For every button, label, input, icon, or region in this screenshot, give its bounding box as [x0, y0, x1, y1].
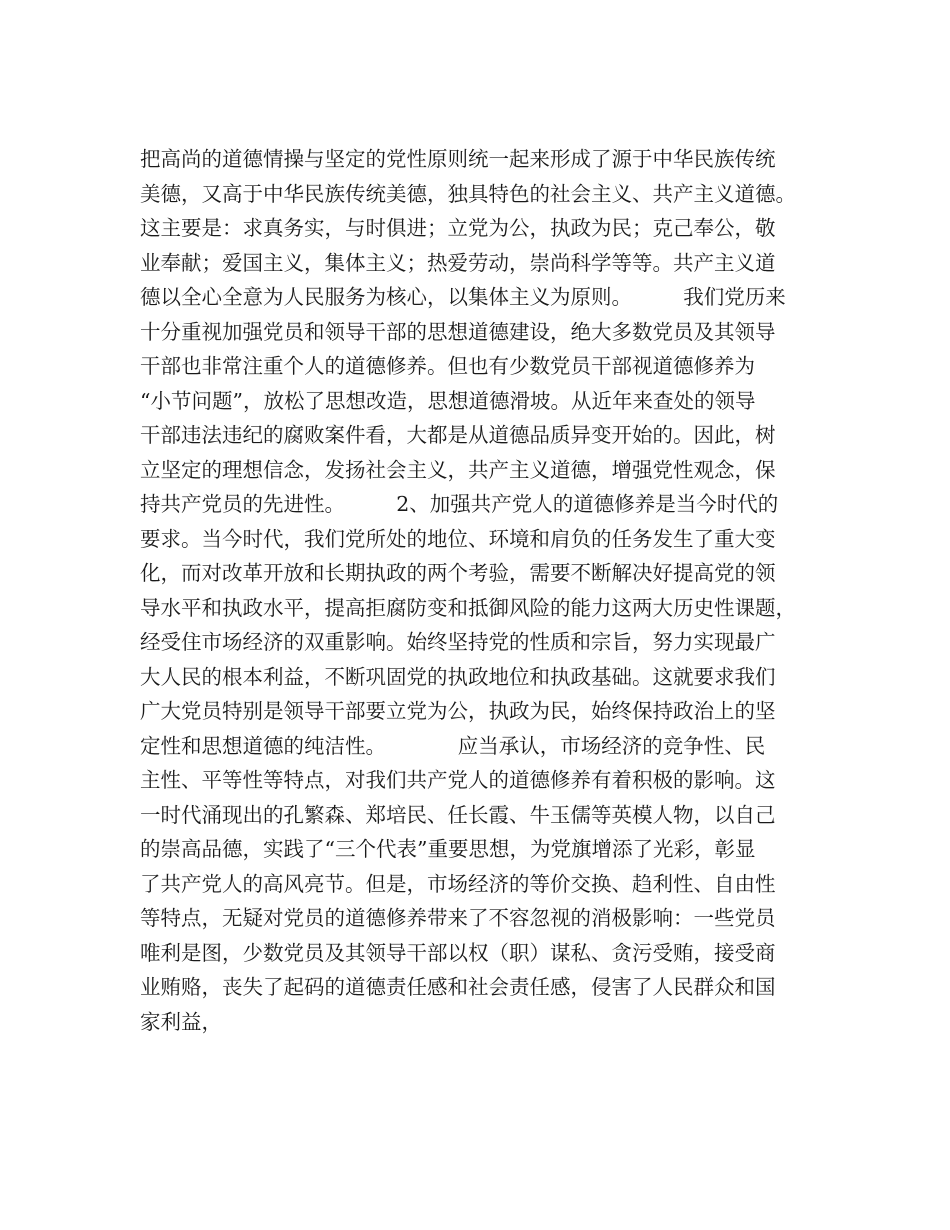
text-line: 大人民的根本利益，不断巩固党的执政地位和执政基础。这就要求我们 — [140, 664, 776, 689]
text-line: 干部违法违纪的腐败案件看，大都是从道德品质异变开始的。因此，树 — [140, 423, 776, 447]
text-line: 经受住市场经济的双重影响。始终坚持党的性质和宗旨，努力实现最广 — [140, 630, 776, 654]
text-line: 干部也非常注重个人的道德修养。但也有少数党员干部视道德修养为 — [140, 354, 755, 378]
text-line: 十分重视加强党员和领导干部的思想道德建设，绝大多数党员及其领导 — [140, 319, 776, 344]
text-line: 等特点，无疑对党员的道德修养带来了不容忽视的消极影响：一些党员 — [140, 906, 776, 930]
text-line: 持共产党员的先进性。 2、加强共产党人的道德修养是当今时代的 — [140, 492, 779, 516]
text-line: 美德，又高于中华民族传统美德，独具特色的社会主义、共产主义道德。 — [140, 181, 796, 206]
text-line: 业贿赂，丧失了起码的道德责任感和社会责任感，侵害了人民群众和国 — [140, 975, 776, 999]
text-line: 业奉献；爱国主义，集体主义；热爱劳动，崇尚科学等等。共产主义道 — [140, 250, 776, 275]
text-line: 广大党员特别是领导干部要立党为公，执政为民，始终保持政治上的坚 — [140, 699, 776, 723]
text-line: 家利益， — [140, 1009, 222, 1034]
text-line: 这主要是：求真务实，与时俱进；立党为公，执政为民；克己奉公，敬 — [140, 216, 776, 240]
text-line: 定性和思想道德的纯洁性。 应当承认，市场经济的竞争性、民 — [140, 733, 766, 758]
text-line: 了共产党人的高风亮节。但是，市场经济的等价交换、趋利性、自由性 — [140, 871, 776, 896]
body-text — [140, 142, 840, 1039]
text-line: 要求。当今时代，我们党所处的地位、环境和肩负的任务发生了重大变 — [140, 526, 776, 551]
text-line: 一时代涌现出的孔繁森、郑培民、任长霞、牛玉儒等英模人物，以自己 — [140, 802, 776, 827]
text-line: 唯利是图，少数党员及其领导干部以权（职）谋私、贪污受贿，接受商 — [140, 940, 776, 965]
text-line: 导水平和执政水平，提高拒腐防变和抵御风险的能力这两大历史性课题， — [140, 595, 796, 620]
text-line: “小节问题”，放松了思想改造，思想道德滑坡。从近年来查处的领导 — [140, 388, 756, 413]
text-line: 立坚定的理想信念，发扬社会主义，共产主义道德，增强党性观念，保 — [140, 457, 776, 482]
text-line: 德以全心全意为人民服务为核心，以集体主义为原则。 我们党历来 — [140, 285, 786, 309]
text-line: 主性、平等性等特点，对我们共产党人的道德修养有着积极的影响。这 — [140, 768, 776, 792]
text-line: 化，而对改革开放和长期执政的两个考验，需要不断解决好提高党的领 — [140, 561, 776, 585]
text-line: 把高尚的道德情操与坚定的党性原则统一起来形成了源于中华民族传统 — [140, 147, 776, 171]
text-line: 的崇高品德，实践了“三个代表”重要思想，为党旗增添了光彩，彰显 — [140, 837, 756, 861]
